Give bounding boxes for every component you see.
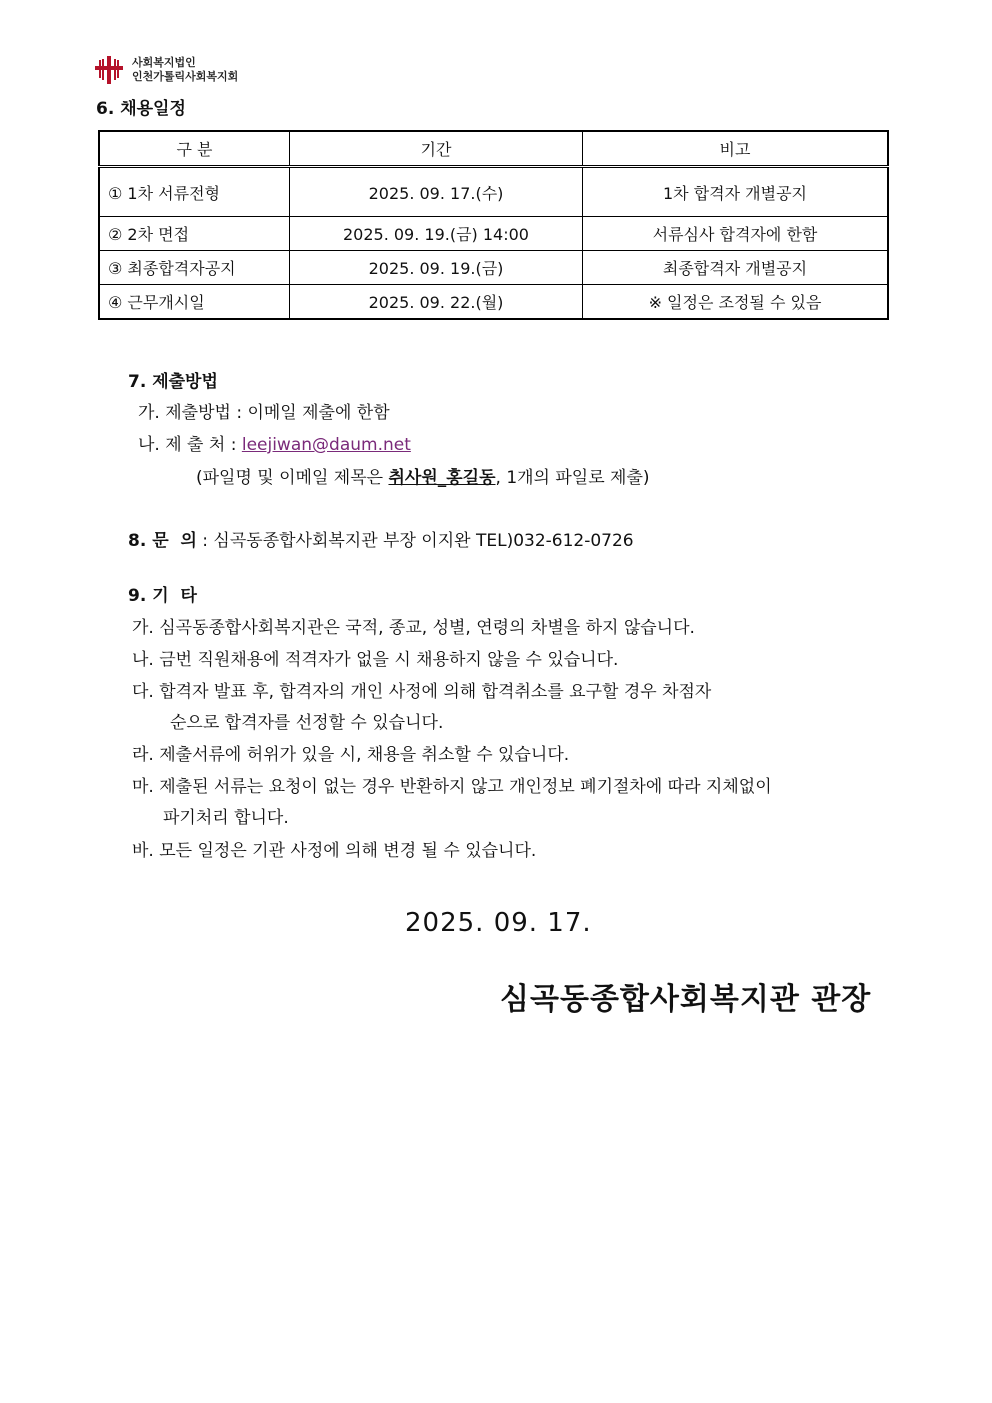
section7-title: 7. 제출방법: [128, 372, 218, 392]
etc-item-continued: 파기처리 합니다.: [163, 808, 289, 828]
header-period: 기간: [290, 131, 583, 167]
table-row: [99, 217, 888, 251]
filename-note: [196, 463, 650, 488]
etc-item: 바. 모든 일정은 기관 사정에 의해 변경 될 수 있습니다.: [132, 841, 537, 861]
filename-example: 취사원_홍길동: [388, 468, 496, 488]
header-note: 비고: [583, 131, 889, 167]
caritas-cross-icon: [94, 55, 124, 85]
inquiry-line: [128, 526, 634, 551]
etc-item: 나. 금번 직원채용에 적격자가 없을 시 채용하지 않을 수 있습니다.: [132, 650, 619, 670]
submit-method-value: 이메일 제출에 한함: [247, 403, 390, 423]
etc-item: 가. 심곡동종합사회복지관은 국적, 종교, 성별, 연령의 차별을 하지 않습니다.: [132, 618, 695, 638]
step-cell: ① 1차 서류전형: [99, 167, 290, 217]
schedule-table: [98, 130, 889, 320]
note-cell: 최종합격자 개별공지: [583, 251, 889, 285]
org-name-line2: 인천가톨릭사회복지회: [132, 70, 239, 83]
note-cell: 서류심사 합격자에 한함: [583, 217, 889, 251]
step-cell: ③ 최종합격자공지: [99, 251, 290, 285]
section9-title: 9. 기 타: [128, 586, 197, 606]
note-cell: ※ 일정은 조정될 수 있음: [583, 285, 889, 320]
table-header-row: [99, 131, 888, 167]
step-cell: ② 2차 면접: [99, 217, 290, 251]
table-row: [99, 251, 888, 285]
signature: 심곡동종합사회복지관 관장: [500, 982, 872, 1017]
filename-note-post: , 1개의 파일로 제출): [495, 468, 650, 488]
section8-title: 8. 문 의: [128, 531, 197, 551]
etc-item: 라. 제출서류에 허위가 있을 시, 채용을 취소할 수 있습니다.: [132, 745, 570, 765]
etc-item: 다. 합격자 발표 후, 합격자의 개인 사정에 의해 합격취소를 요구할 경우 차점자: [132, 682, 712, 702]
period-cell: 2025. 09. 19.(금): [290, 251, 583, 285]
submit-method-line: [138, 398, 390, 423]
header-step: 구 분: [99, 131, 290, 167]
filename-note-pre: (파일명 및 이메일 제목은: [196, 468, 389, 488]
org-name-line1: 사회복지법인: [132, 56, 196, 69]
period-cell: 2025. 09. 22.(월): [290, 285, 583, 320]
period-cell: 2025. 09. 17.(수): [290, 167, 583, 217]
etc-item-continued: 순으로 합격자를 선정할 수 있습니다.: [170, 713, 444, 733]
document-date: 2025. 09. 17.: [405, 908, 592, 938]
email-link[interactable]: leejiwan@daum.net: [241, 435, 411, 455]
note-cell: 1차 합격자 개별공지: [583, 167, 889, 217]
table-row: [99, 167, 888, 217]
table-row: [99, 285, 888, 320]
org-logo: [94, 55, 238, 85]
inquiry-text: : 심곡동종합사회복지관 부장 이지완 TEL)032-612-0726: [196, 531, 634, 551]
etc-item: 마. 제출된 서류는 요청이 없는 경우 반환하지 않고 개인정보 폐기절차에 따라 지체없이: [132, 777, 772, 797]
submit-method-label: 가. 제출방법 :: [138, 403, 248, 423]
period-cell: 2025. 09. 19.(금) 14:00: [290, 217, 583, 251]
step-cell: ④ 근무개시일: [99, 285, 290, 320]
submit-dest-line: [138, 430, 411, 455]
section6-title: 6. 채용일정: [96, 99, 186, 119]
submit-dest-label: 나. 제 출 처 :: [138, 435, 242, 455]
